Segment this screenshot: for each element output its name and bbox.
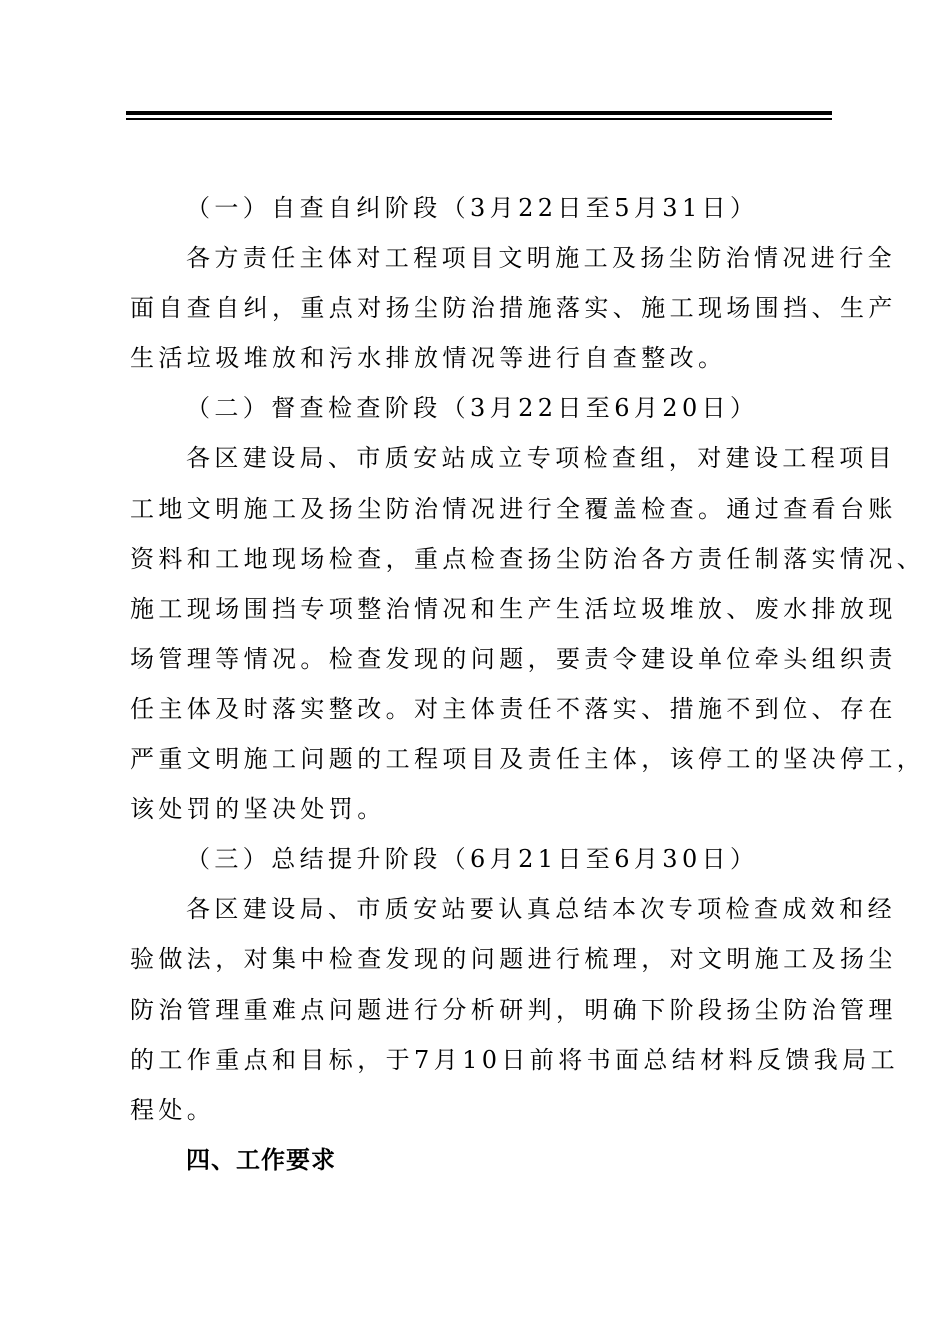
- text-line: 任主体及时落实整改。对主体责任不落实、措施不到位、存在: [130, 694, 897, 723]
- text-line: 该处罚的坚决处罚。: [130, 795, 386, 824]
- text-line: 的工作重点和目标，于7月10日前将书面总结材料反馈我局工: [130, 1045, 900, 1074]
- text-line: （三）总结提升阶段（6月21日至6月30日）: [186, 845, 759, 874]
- text-line: 严重文明施工问题的工程项目及责任主体，该停工的坚决停工，: [130, 745, 926, 774]
- subheading-stage-1: [130, 183, 832, 233]
- text-line: 各方责任主体对工程项目文明施工及扬尘防治情况进行全: [186, 244, 896, 273]
- text-line: （一）自查自纠阶段（3月22日至5月31日）: [186, 194, 759, 222]
- subheading-stage-2: [130, 383, 832, 433]
- heading-text: 四、工作要求: [186, 1144, 336, 1174]
- text-line: 防治管理重难点问题进行分析研判，明确下阶段扬尘防治管理: [130, 995, 897, 1024]
- subheading-stage-3: [130, 834, 832, 884]
- text-line: 面自查自纠，重点对扬尘防治措施落实、施工现场围挡、生产: [130, 294, 897, 323]
- text-line: 工地文明施工及扬尘防治情况进行全覆盖检查。通过查看台账: [130, 494, 897, 523]
- text-line: 生活垃圾堆放和污水排放情况等进行自查整改。: [130, 344, 727, 373]
- header-rule-thick: [126, 111, 832, 115]
- section-heading-work-requirements: [130, 1135, 832, 1185]
- paragraph-stage-3: [130, 884, 900, 1134]
- text-line: 验做法，对集中检查发现的问题进行梳理，对文明施工及扬尘: [130, 945, 897, 974]
- paragraph-stage-2: [130, 433, 926, 834]
- paragraph-stage-1: [130, 233, 897, 383]
- text-line: 施工现场围挡专项整治情况和生产生活垃圾堆放、废水排放现: [130, 594, 897, 623]
- text-line: 各区建设局、市质安站要认真总结本次专项检查成效和经: [186, 895, 896, 924]
- text-line: 程处。: [130, 1095, 216, 1124]
- header-rule-thin: [126, 118, 832, 120]
- text-line: 场管理等情况。检查发现的问题，要责令建设单位牵头组织责: [130, 644, 897, 673]
- text-line: 各区建设局、市质安站成立专项检查组，对建设工程项目: [186, 444, 896, 473]
- text-line: （二）督查检查阶段（3月22日至6月20日）: [186, 394, 759, 423]
- text-line: 资料和工地现场检查，重点检查扬尘防治各方责任制落实情况、: [130, 544, 926, 573]
- document-body: [130, 183, 926, 1185]
